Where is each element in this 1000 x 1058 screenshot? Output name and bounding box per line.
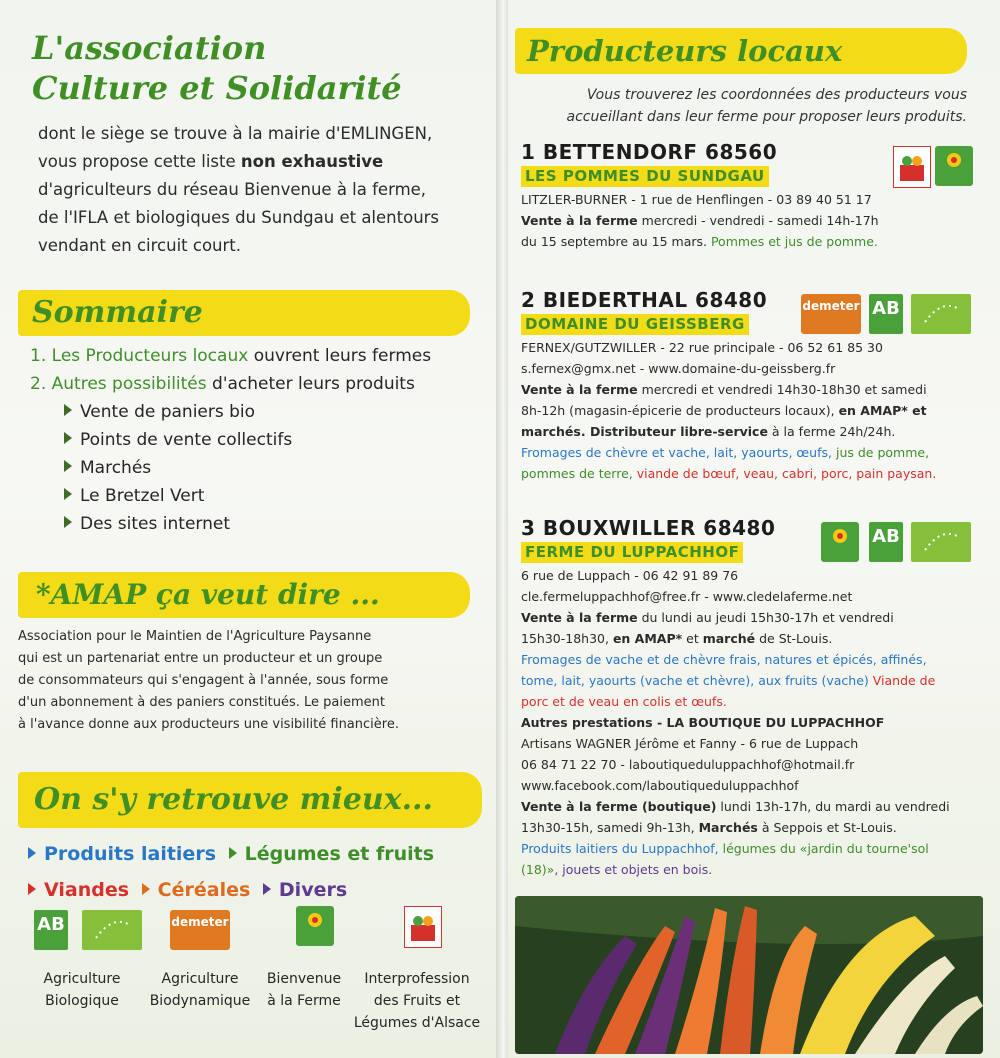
detail-vegetables: (18)» xyxy=(521,862,555,877)
alsace-fruits-logo-icon xyxy=(404,906,442,948)
detail-line xyxy=(521,210,971,231)
producer-title: 1 BETTENDORF 68560 xyxy=(521,140,778,164)
detail-text: à la ferme 24h/24h. xyxy=(767,424,896,439)
amap-definition xyxy=(18,626,478,736)
detail-emphasis: Vente à la ferme xyxy=(521,610,638,625)
demeter-logo-text: demeter xyxy=(802,299,860,313)
label-text: à la Ferme xyxy=(267,993,341,1009)
producer-name-row xyxy=(521,542,971,563)
eu-organic-logo-icon xyxy=(911,294,971,334)
subitem xyxy=(64,454,490,482)
association-title xyxy=(32,28,402,108)
producer-name: FERME DU LUPPACHHOF xyxy=(521,542,743,563)
subitem-label: Points de vente collectifs xyxy=(80,430,293,450)
eu-organic-logo-icon xyxy=(82,910,142,950)
carrots-illustration xyxy=(515,896,983,1054)
left-column xyxy=(18,0,486,1058)
detail-emphasis: en AMAP* et xyxy=(838,403,927,418)
detail-line xyxy=(521,670,971,691)
detail-line xyxy=(521,379,971,400)
triangle-bullet-icon xyxy=(64,516,72,528)
detail-emphasis: Vente à la ferme (boutique) xyxy=(521,799,717,814)
detail-line xyxy=(521,838,971,859)
amap-title: *AMAP ça veut dire ... xyxy=(36,578,380,611)
detail-line: Autres prestations - LA BOUTIQUE DU LUPPACHHOF xyxy=(521,715,885,730)
eu-leaf-icon xyxy=(911,522,971,562)
detail-line xyxy=(521,628,971,649)
label-biodynamic xyxy=(142,968,258,1012)
label-text: Biologique xyxy=(45,993,119,1009)
detail-dairy: tome, lait, yaourts (vache et chèvre), aux fruits (vache) xyxy=(521,673,873,688)
triangle-bullet-icon xyxy=(28,847,36,859)
category-meat: Viandes xyxy=(44,879,130,901)
item-text: ouvrent leurs fermes xyxy=(248,346,432,366)
detail-text: 8h-12h (magasin-épicerie de producteurs locaux), xyxy=(521,403,839,418)
subitem-label: Vente de paniers bio xyxy=(80,402,256,422)
detail-line xyxy=(521,796,971,817)
label-text: Légumes d'Alsace xyxy=(353,1015,481,1031)
detail-text: à Seppois et St-Louis. xyxy=(757,820,897,835)
category-legend xyxy=(28,836,488,908)
detail-text: lundi 13h-17h, du mardi au vendredi xyxy=(716,799,950,814)
detail-line xyxy=(521,231,971,252)
eu-leaf-icon xyxy=(82,910,142,950)
intro-line: de l'IFLA et biologiques du Sundgau et alentours xyxy=(38,208,440,227)
triangle-bullet-icon xyxy=(64,404,72,416)
page-fold xyxy=(496,0,508,1058)
detail-misc: , jouets et objets en bois. xyxy=(554,862,713,877)
amap-line: qui est un partenariat entre un producteur et un groupe xyxy=(18,651,383,666)
triangle-bullet-icon xyxy=(263,883,271,895)
sommaire-title: Sommaire xyxy=(32,295,203,330)
detail-meat: Viande de xyxy=(872,673,936,688)
producer-name: DOMAINE DU GEISSBERG xyxy=(521,314,749,335)
category-row xyxy=(28,836,488,872)
category-cereals: Céréales xyxy=(157,879,251,901)
subitem-label: Le Bretzel Vert xyxy=(80,486,205,506)
producer-title: 2 BIEDERTHAL 68480 xyxy=(521,288,768,312)
intro-line: d'agriculteurs du réseau Bienvenue à la ferme, xyxy=(38,180,427,199)
intro-line: Vous trouverez les coordonnées des producteurs vous xyxy=(586,87,967,103)
intro-line xyxy=(38,148,478,176)
ab-logo-icon xyxy=(869,522,903,562)
label-bienvenue xyxy=(254,968,354,1012)
eu-leaf-icon xyxy=(911,294,971,334)
detail-line: s.fernex@gmx.net - www.domaine-du-geissberg.fr xyxy=(521,361,836,376)
detail-emphasis: marché xyxy=(702,631,756,646)
detail-line xyxy=(521,442,971,463)
producer-name-row xyxy=(521,314,971,335)
producer-title: 3 BOUXWILLER 68480 xyxy=(521,516,776,540)
intro-line: accueillant dans leur ferme pour proposer leurs produits. xyxy=(566,109,967,125)
triangle-bullet-icon xyxy=(64,432,72,444)
category-misc: Divers xyxy=(278,879,348,901)
detail-line xyxy=(521,400,971,421)
triangle-bullet-icon xyxy=(28,883,36,895)
demeter-logo-text: demeter xyxy=(171,915,229,929)
detail-vegetables: légumes du «jardin du tourne'sol xyxy=(722,841,929,856)
labels-row xyxy=(18,906,488,1046)
detail-emphasis: marchés. Distributeur libre-service xyxy=(521,424,768,439)
detail-line xyxy=(521,463,971,484)
detail-products: Pommes et jus de pomme. xyxy=(710,234,878,249)
amap-line: d'un abonnement à des paniers constitués. Le paiement xyxy=(18,695,385,710)
item-highlight: Les Producteurs locaux xyxy=(51,346,249,366)
detail-line: FERNEX/GUTZWILLER - 22 rue principale - 06 52 61 85 30 xyxy=(521,340,883,355)
fruit-basket-icon xyxy=(405,907,441,947)
subitem xyxy=(64,426,490,454)
triangle-bullet-icon xyxy=(142,883,150,895)
producer-1 xyxy=(521,140,971,252)
detail-text: mercredi et vendredi 14h30-18h30 et samedi xyxy=(637,382,927,397)
right-column xyxy=(515,0,985,1058)
detail-vegetables: pommes de terre, xyxy=(521,466,637,481)
ab-logo-text: AB xyxy=(872,298,900,319)
detail-emphasis: Vente à la ferme xyxy=(521,213,638,228)
amap-line: Association pour le Maintien de l'Agriculture Paysanne xyxy=(18,629,372,644)
title-line-1: L'association xyxy=(32,29,267,67)
intro-emphasis: non exhaustive xyxy=(240,152,384,171)
sommaire-list xyxy=(30,342,490,538)
producteurs-title: Producteurs locaux xyxy=(527,34,843,68)
item-number: 1. xyxy=(30,346,47,366)
label-text: Bienvenue xyxy=(266,971,342,987)
detail-line xyxy=(521,817,971,838)
detail-text: 13h30-15h, samedi 9h-13h, xyxy=(521,820,699,835)
category-dairy: Produits laitiers xyxy=(44,843,217,865)
intro-line: dont le siège se trouve à la mairie d'EMLINGEN, xyxy=(38,124,433,143)
detail-line: Fromages de vache et de chèvre frais, natures et épicés, affinés, xyxy=(521,652,927,667)
bienvenue-ferme-logo-icon xyxy=(935,146,973,186)
detail-line: 06 84 71 22 70 - laboutiqueduluppachhof@hotmail.fr xyxy=(521,757,855,772)
mieux-title: On s'y retrouve mieux... xyxy=(34,782,433,817)
producer-details xyxy=(521,189,971,252)
category-vegetables: Légumes et fruits xyxy=(244,843,435,865)
subitem-label: Marchés xyxy=(80,458,152,478)
producer-name: LES POMMES DU SUNDGAU xyxy=(521,166,769,187)
intro-line: vendant en circuit court. xyxy=(38,236,242,255)
producer-details xyxy=(521,565,971,880)
demeter-logo-icon xyxy=(801,294,861,334)
detail-meat: viande de bœuf, veau, cabri, porc, pain paysan. xyxy=(636,466,937,481)
detail-emphasis: Vente à la ferme xyxy=(521,382,638,397)
amap-line: à l'avance donne aux producteurs une visibilité financière. xyxy=(18,717,399,732)
detail-line: cle.fermeluppachhof@free.fr - www.cledelaferme.net xyxy=(521,589,853,604)
intro-text: vous propose cette liste xyxy=(38,152,241,171)
producer-3 xyxy=(521,516,971,880)
demeter-logo-icon xyxy=(170,910,230,950)
subitem-label: Des sites internet xyxy=(80,514,230,534)
category-row xyxy=(28,872,488,908)
label-text: Interprofession xyxy=(364,971,470,987)
detail-line: www.facebook.com/laboutiqueduluppachhof xyxy=(521,778,799,793)
ab-logo-icon xyxy=(869,294,903,334)
detail-text: 15h30-18h30, xyxy=(521,631,613,646)
triangle-bullet-icon xyxy=(64,488,72,500)
subitem xyxy=(64,398,490,426)
item-number: 2. xyxy=(30,374,47,394)
flower-icon xyxy=(935,146,973,186)
detail-emphasis: en AMAP* xyxy=(612,631,683,646)
label-text: Agriculture xyxy=(43,971,121,987)
detail-line xyxy=(521,607,971,628)
label-interprofession xyxy=(352,968,482,1034)
label-text: Agriculture xyxy=(161,971,239,987)
detail-fruits: jus de pomme, xyxy=(835,445,930,460)
detail-line xyxy=(521,421,971,442)
triangle-bullet-icon xyxy=(229,847,237,859)
intro-paragraph xyxy=(38,120,478,260)
ab-logo-icon xyxy=(34,910,68,950)
detail-line: Artisans WAGNER Jérôme et Fanny - 6 rue de Luppach xyxy=(521,736,859,751)
flower-icon xyxy=(821,522,859,562)
producer-2 xyxy=(521,288,971,484)
sommaire-subitems xyxy=(30,398,490,538)
producer-details xyxy=(521,337,971,484)
producteurs-intro xyxy=(515,84,967,128)
detail-text: du lundi au jeudi 15h30-17h et vendredi xyxy=(637,610,894,625)
subitem xyxy=(64,510,490,538)
label-organic xyxy=(32,968,132,1012)
triangle-bullet-icon xyxy=(64,460,72,472)
detail-line xyxy=(521,859,971,880)
flower-icon xyxy=(296,906,334,946)
detail-text: du 15 septembre au 15 mars. xyxy=(521,234,711,249)
subitem xyxy=(64,482,490,510)
ab-logo-text: AB xyxy=(872,526,900,547)
sommaire-item-1 xyxy=(30,342,490,370)
bienvenue-ferme-logo-icon xyxy=(821,522,859,562)
bienvenue-ferme-logo-icon xyxy=(296,906,334,946)
detail-text: et xyxy=(682,631,703,646)
carrots-photo xyxy=(515,896,983,1054)
ab-logo-text: AB xyxy=(37,914,65,935)
detail-text: de St-Louis. xyxy=(755,631,833,646)
label-text: des Fruits et xyxy=(373,993,461,1009)
detail-dairy: Produits laitiers du Luppachhof, xyxy=(521,841,723,856)
detail-line: porc et de veau en colis et œufs. xyxy=(521,694,727,709)
sommaire-item-2 xyxy=(30,370,490,398)
item-highlight: Autres possibilités xyxy=(51,374,207,394)
amap-line: de consommateurs qui s'engagent à l'année, sous forme xyxy=(18,673,389,688)
fruit-basket-icon xyxy=(894,147,930,187)
item-text: d'acheter leurs produits xyxy=(206,374,415,394)
detail-emphasis: Marchés xyxy=(698,820,758,835)
alsace-fruits-logo-icon xyxy=(893,146,931,188)
eu-organic-logo-icon xyxy=(911,522,971,562)
detail-dairy: Fromages de chèvre et vache, lait, yaourts, œufs, xyxy=(521,445,836,460)
detail-text: mercredi - vendredi - samedi 14h-17h xyxy=(637,213,879,228)
detail-line: LITZLER-BURNER - 1 rue de Henflingen - 03 89 40 51 17 xyxy=(521,192,872,207)
title-line-2: Culture et Solidarité xyxy=(32,69,402,107)
detail-line: 6 rue de Luppach - 06 42 91 89 76 xyxy=(521,568,739,583)
label-text: Biodynamique xyxy=(149,993,251,1009)
